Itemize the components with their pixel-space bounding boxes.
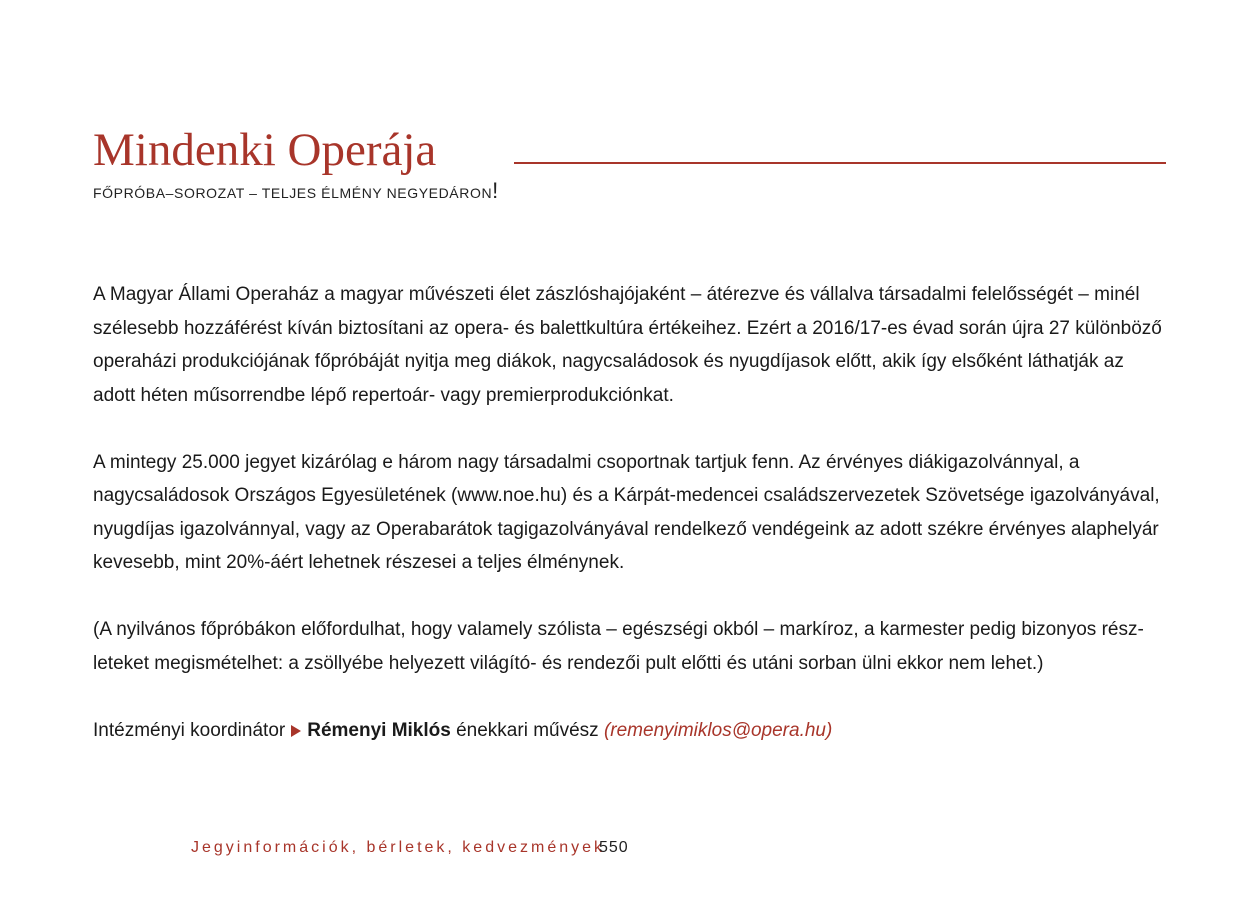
- paragraph-intro: [93, 278, 1173, 412]
- paragraph-tickets: [93, 446, 1173, 580]
- text-line: kevesebb, mint 20%-áért lehetnek részesei a teljes élménynek.: [93, 552, 625, 573]
- text-line: A mintegy 25.000 jegyet kizárólag e három nagy társadalmi csoportnak tartjuk fenn. Az érvényes diákigazolvánnyal, a: [93, 451, 1080, 473]
- triangle-arrow-icon: [291, 725, 301, 737]
- coordinator-line: [93, 714, 1173, 748]
- body-text: [93, 278, 1173, 747]
- text-line: leteket megismételhet: a zsöllyébe helyezett világító- és rendezői pult előtti és utáni sorban ülni ekkor nem lehet.): [93, 652, 1044, 674]
- page-title: Mindenki Operája: [93, 124, 437, 176]
- coordinator-name: Rémenyi Miklós: [307, 719, 451, 741]
- page-number: 550: [599, 839, 629, 856]
- subtitle-exclamation: !: [492, 178, 499, 203]
- coordinator-label: Intézményi koordinátor: [93, 719, 286, 741]
- footer-section-title: Jegyinformációk, bérletek, kedvezmények: [191, 839, 606, 856]
- coordinator-email-link[interactable]: (remenyimiklos@opera.hu): [603, 719, 833, 741]
- page-subtitle: [93, 180, 498, 204]
- coordinator-role: énekkari művész: [456, 719, 599, 741]
- text-line: A Magyar Állami Operaház a magyar művészeti élet zászlóshajójaként – átérezve és vállalva társadalmi felelősségét – minél: [93, 284, 1140, 305]
- text-line: szélesebb hozzáférést kíván biztosítani az opera- és balettkultúra értékeihez. Ezért a 2016/17-es évad során újra 27 különböző: [93, 317, 1162, 339]
- subtitle-text: FŐPRÓBA–SOROZAT – TELJES ÉLMÉNY NEGYEDÁRON: [93, 185, 493, 201]
- text-line: adott héten műsorrendbe lépő repertoár- vagy premierprodukciónkat.: [93, 384, 674, 406]
- text-line: nyugdíjas igazolvánnyal, vagy az Operabarátok tagigazolványával rendelkező vendégeink az adott székre érvényes alaphelyár: [93, 518, 1159, 540]
- title-divider: [514, 162, 1166, 164]
- text-line: (A nyilvános főpróbákon előfordulhat, hogy valamely szólista – egészségi okból – markíroz, a karmester pedig bizonyos rész-: [93, 619, 1144, 640]
- text-line: nagycsaládosok Országos Egyesületének (www.noe.hu) és a Kárpát-medencei családszervezetek Szövetsége igazolványával,: [93, 485, 1160, 506]
- text-line: operaházi produkciójának főpróbáját nyitja meg diákok, nagycsaládosok és nyugdíjasok előtt, akik így elsőként láthatják az: [93, 351, 1124, 372]
- coordinator-row: [93, 714, 1173, 748]
- paragraph-notice: [93, 613, 1173, 680]
